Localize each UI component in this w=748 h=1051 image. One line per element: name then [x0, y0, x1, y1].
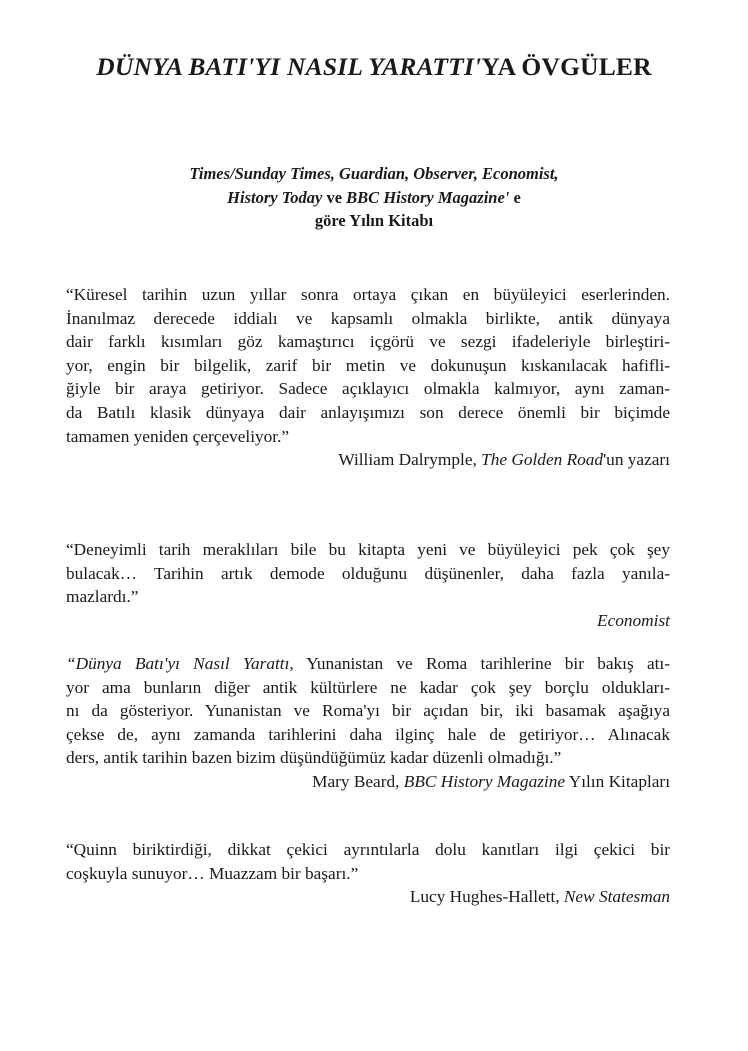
subtitle-conjunction: ve — [322, 187, 347, 207]
quote-book-title: “Dünya Batı'yı Nasıl Yarattı, — [66, 654, 294, 673]
quote-attribution — [66, 448, 670, 472]
title-italic: DÜNYA BATI'YI NASIL YARATTI' — [96, 52, 482, 81]
quote-line: İnanılmaz derecede iddialı ve kapsamlı olmakla birlikte, antik dünyaya — [66, 308, 670, 328]
quote-line: nı da gösteriyor. Yunanistan ve Roma'yı bir açıdan bir, iki basamak aşağıya — [66, 701, 670, 721]
quote-line: coşkuyla sunuyor… Muazzam bir başarı.” — [66, 863, 359, 883]
quote-line: “Quinn biriktirdiği, dikkat çekici ayrıntılarla dolu kanıtları ilgi çekici bir — [66, 840, 670, 859]
attribution-work: The Golden Road — [481, 450, 604, 470]
quote-economist — [66, 538, 670, 632]
subtitle-suffix: e — [509, 187, 521, 207]
subtitle-bbc: BBC History Magazine' — [346, 187, 510, 207]
attribution-author: Lucy Hughes-Hallett, — [409, 887, 564, 907]
quote-dalrymple — [66, 283, 670, 472]
quote-line: tamamen yeniden çerçeveliyor.” — [66, 426, 290, 446]
subtitle-publications: Times/Sunday Times, Guardian, Observer, Economist, — [189, 164, 559, 183]
attribution-work: Economist — [597, 610, 670, 630]
quote-line: “Deneyimli tarih meraklıları bile bu kitapta yeni ve büyüleyici pek çok şey — [66, 540, 670, 559]
quote-line: yor, engin bir bilgelik, zarif bir metin ve dokunuşun kıskanılacak hafifli- — [66, 355, 670, 375]
title-roman: YA ÖVGÜLER — [481, 52, 652, 81]
quote-line: bulacak… Tarihin artık demode olduğunu düşünenler, daha fazla yanıla- — [66, 563, 670, 583]
subtitle-line-3: göre Yılın Kitabı — [314, 211, 434, 230]
attribution-suffix: 'un yazarı — [603, 450, 670, 470]
attribution-author: Mary Beard, — [312, 771, 404, 791]
quote-line: yor ama bunların diğer antik kültürlere ne kadar çok şey borçlu oldukları- — [66, 677, 670, 697]
quote-line: dair farklı kısımları göz kamaştırıcı içgörü ve sezgi ifadeleriyle birleştiri- — [66, 332, 670, 352]
quote-line: ğiyle bir araya getiriyor. Sadece açıklayıcı olmakla kalmıyor, aynı zaman- — [66, 379, 670, 399]
quote-line: mazlardı.” — [66, 587, 139, 607]
quote-attribution — [66, 885, 670, 909]
quote-line: ders, antik tarihin bazen bizim düşündüğümüz kadar düzenli olmadığı.” — [66, 748, 562, 768]
subtitle-history-today: History Today — [227, 187, 323, 207]
subtitle-line-1 — [0, 162, 748, 186]
quote-attribution — [66, 770, 670, 794]
quote-line-rest: Yunanistan ve Roma tarihlerine bir bakış atı- — [293, 654, 670, 673]
award-subtitle — [0, 162, 748, 233]
attribution-suffix: Yılın Kitapları — [565, 771, 670, 791]
quote-beard — [66, 652, 670, 794]
quote-hughes-hallett — [66, 838, 670, 909]
attribution-work: BBC History Magazine — [403, 771, 566, 791]
subtitle-line-2 — [0, 186, 748, 210]
quote-attribution — [66, 609, 670, 633]
quote-line — [66, 652, 670, 676]
attribution-work: New Statesman — [563, 887, 670, 907]
page-title — [0, 52, 748, 82]
attribution-author: William Dalrymple, — [338, 450, 482, 470]
quote-line: çekse de, aynı zamanda tarihlerini daha ilginç hale de getiriyor… Alınacak — [66, 724, 670, 744]
quote-line: “Küresel tarihin uzun yıllar sonra ortaya çıkan en büyüleyici eserlerinden. — [66, 285, 670, 304]
quote-line: da Batılı klasik dünyaya dair anlayışımızı son derece önemli bir biçimde — [66, 402, 670, 422]
